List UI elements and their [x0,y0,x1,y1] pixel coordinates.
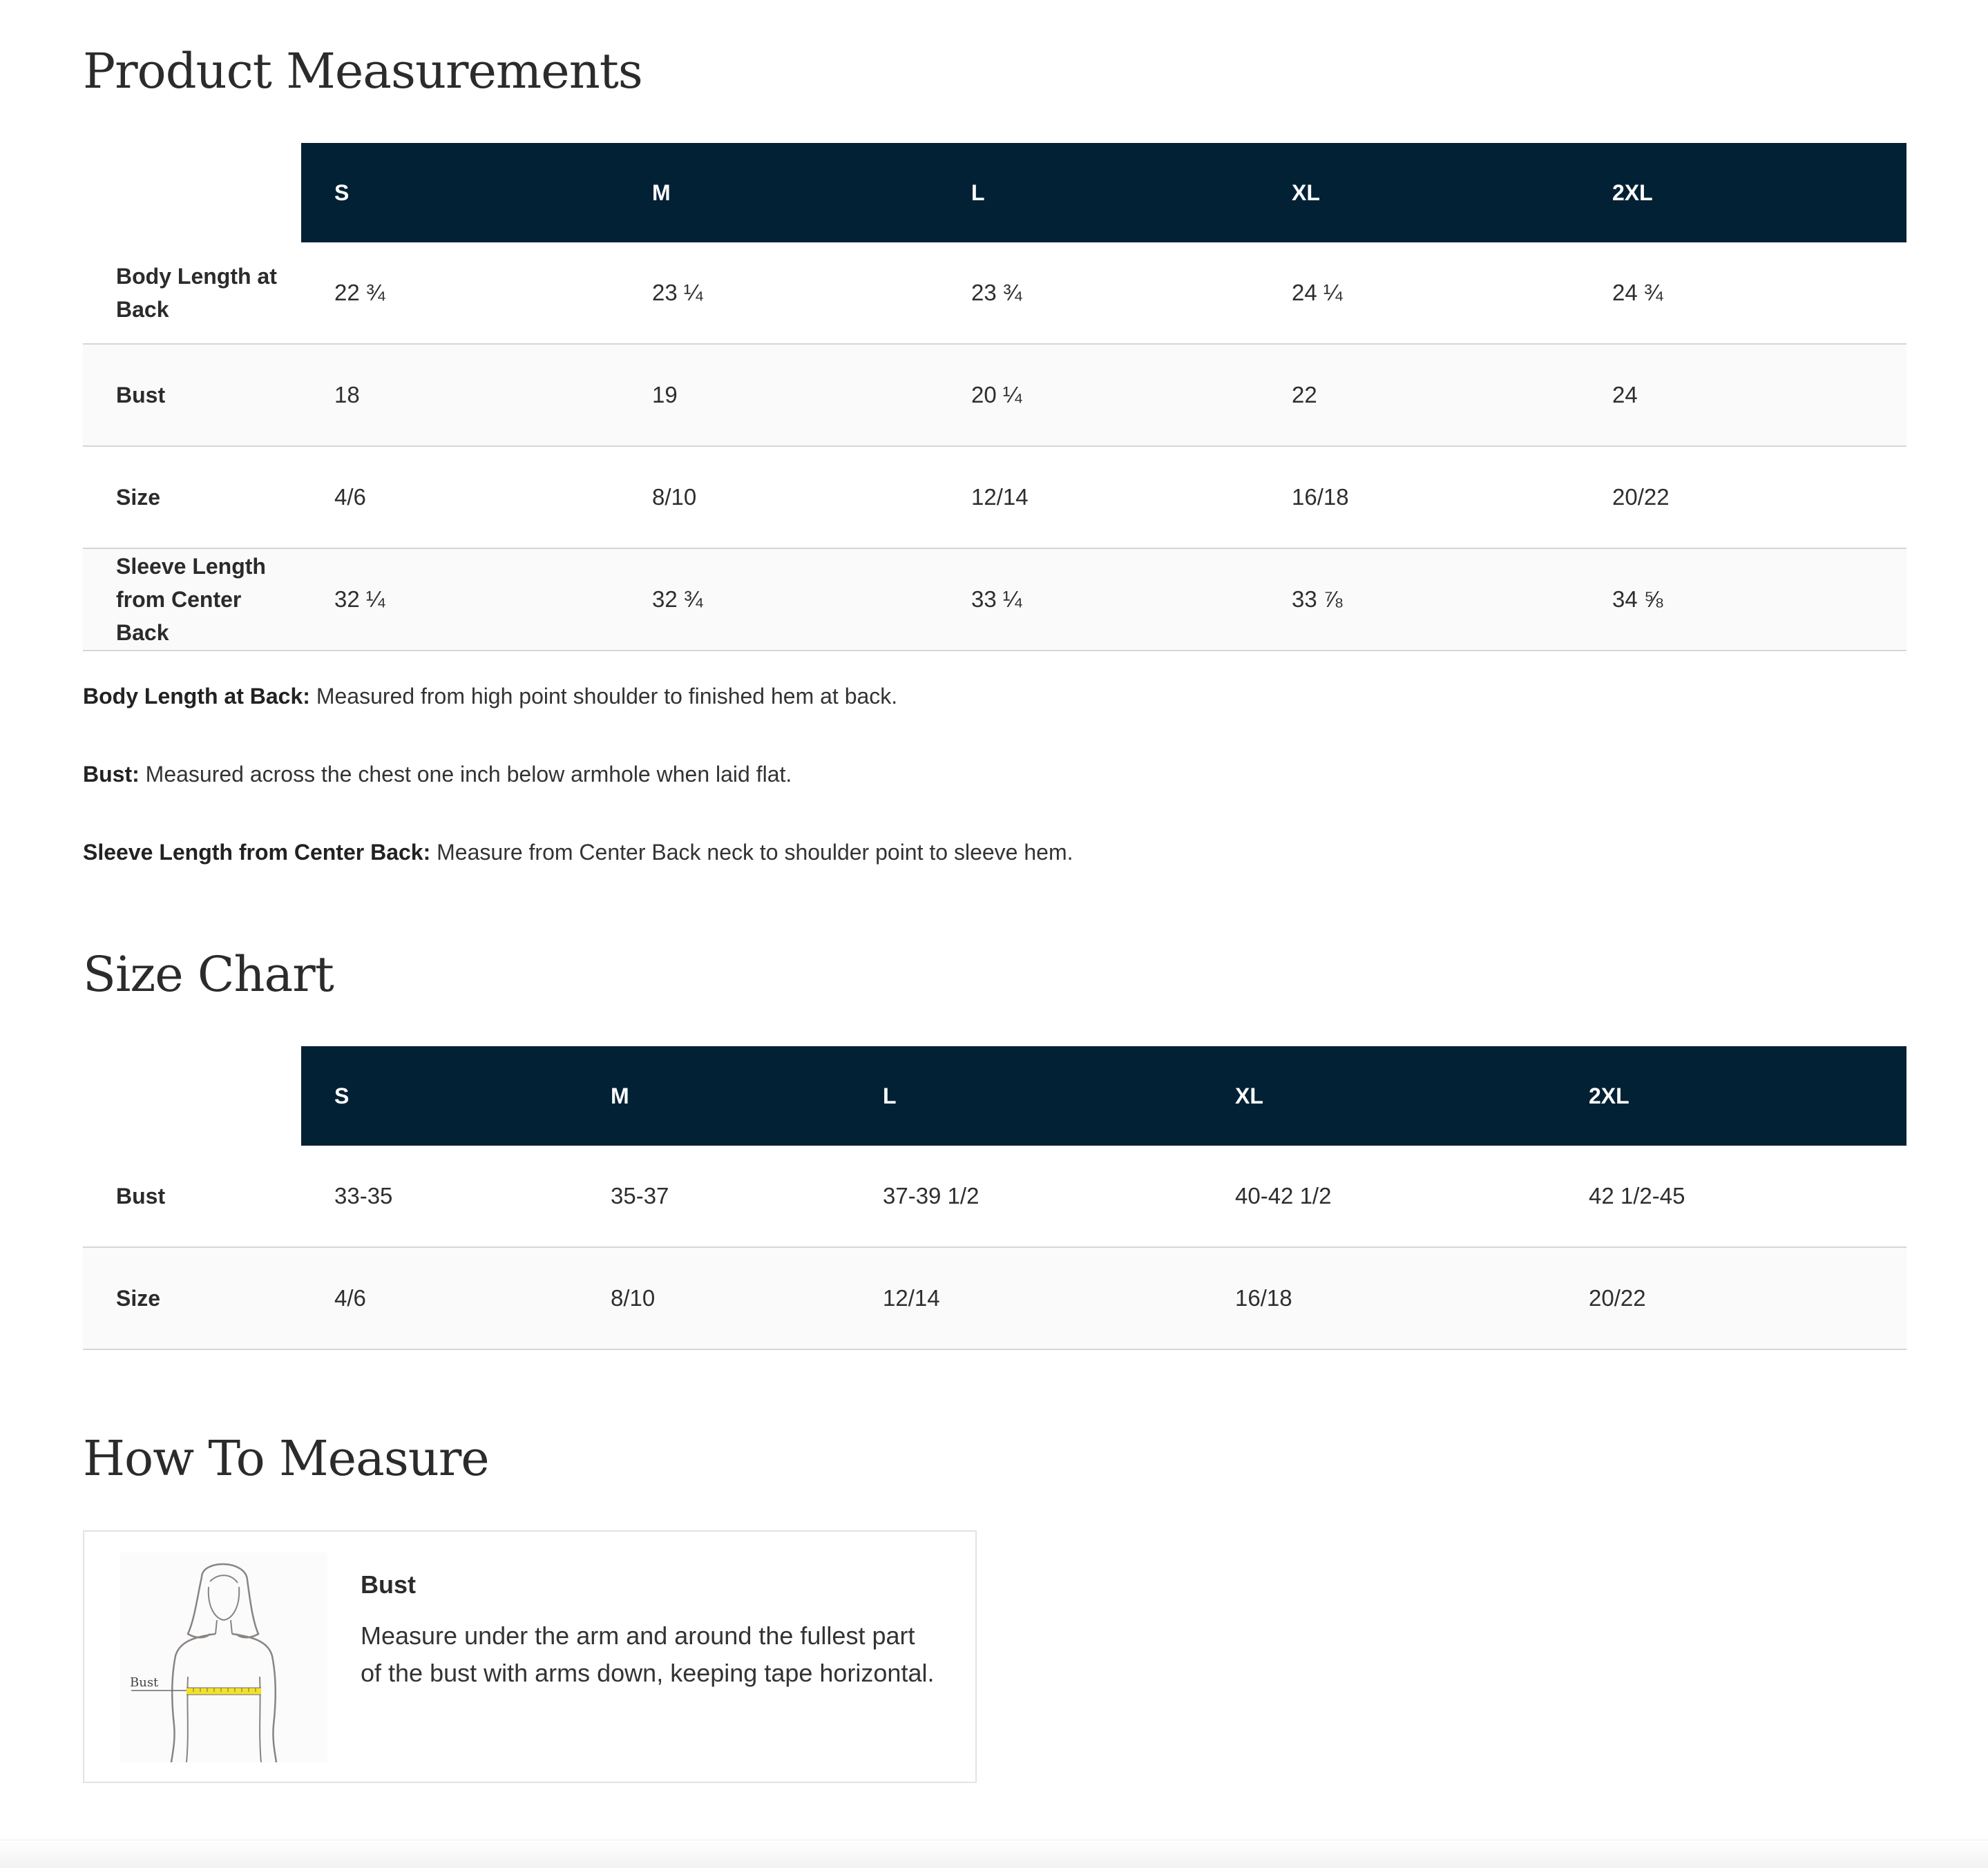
table-cell: 32 ¼ [301,548,619,651]
header-corner [83,1046,301,1146]
note-text: Measured across the chest one inch below armhole when laid flat. [139,762,792,787]
table-cell: 24 ¼ [1259,242,1579,344]
bottom-fade [0,1840,1988,1868]
table-cell: 16/18 [1259,446,1579,548]
header-size-m: M [577,1046,850,1146]
row-label: Sleeve Length from Center Back [83,548,301,651]
table-row [83,242,1906,344]
measure-heading: Bust [361,1570,416,1599]
note-body-length [83,682,1906,710]
table-cell: 37-39 1/2 [850,1146,1202,1247]
table-cell: 24 [1579,344,1906,446]
header-size-xl: XL [1202,1046,1556,1146]
note-term: Body Length at Back: [83,684,310,709]
row-label: Bust [83,344,301,446]
header-size-l: L [938,143,1259,242]
table-cell: 18 [301,344,619,446]
header-size-m: M [619,143,938,242]
table-row [83,1146,1906,1247]
note-text: Measure from Center Back neck to shoulder point to sleeve hem. [430,840,1073,865]
table-cell: 32 ¾ [619,548,938,651]
measure-card-bust [83,1530,977,1783]
table-cell: 12/14 [938,446,1259,548]
note-text: Measured from high point shoulder to finished hem at back. [309,684,898,709]
table-cell: 20 ¼ [938,344,1259,446]
table-cell: 4/6 [301,1247,577,1349]
table-cell: 22 ¾ [301,242,619,344]
table-cell: 40-42 1/2 [1202,1146,1556,1247]
table-header-row [83,1046,1906,1146]
header-size-s: S [301,1046,577,1146]
table-cell: 20/22 [1579,446,1906,548]
table-cell: 19 [619,344,938,446]
table-cell: 4/6 [301,446,619,548]
product-measurements-title: Product Measurements [83,43,642,99]
row-label: Size [83,1247,301,1349]
header-size-xl: XL [1259,143,1579,242]
table-cell: 34 ⅝ [1579,548,1906,651]
table-cell: 35-37 [577,1146,850,1247]
table-cell: 33 ⅞ [1259,548,1579,651]
note-bust [83,760,1906,788]
header-corner [83,143,301,242]
table-row [83,548,1906,651]
table-cell: 12/14 [850,1247,1202,1349]
note-sleeve-length [83,838,1906,866]
table-cell: 22 [1259,344,1579,446]
table-cell: 33-35 [301,1146,577,1247]
table-row [83,1247,1906,1349]
table-row [83,446,1906,548]
table-cell: 8/10 [619,446,938,548]
measurement-notes [83,682,1906,916]
header-size-2xl: 2XL [1579,143,1906,242]
note-term: Bust: [83,762,140,787]
table-header-row [83,143,1906,242]
measure-description: Measure under the arm and around the fullest part of the bust with arms down, keeping tape horizontal. [361,1621,935,1687]
header-size-2xl: 2XL [1556,1046,1906,1146]
table-cell: 24 ¾ [1579,242,1906,344]
bust-measure-illustration [120,1552,327,1762]
table-cell: 23 ¼ [619,242,938,344]
table-cell: 23 ¾ [938,242,1259,344]
table-row [83,344,1906,446]
how-to-measure-title: How To Measure [83,1430,489,1487]
header-size-s: S [301,143,619,242]
table-cell: 33 ¼ [938,548,1259,651]
header-size-l: L [850,1046,1202,1146]
table-cell: 20/22 [1556,1247,1906,1349]
table-cell: 8/10 [577,1247,850,1349]
size-chart-title: Size Chart [83,946,334,1003]
table-cell: 42 1/2-45 [1556,1146,1906,1247]
table-cell: 16/18 [1202,1247,1556,1349]
note-term: Sleeve Length from Center Back: [83,840,431,865]
row-label: Size [83,446,301,548]
product-measurements-table [83,143,1906,651]
row-label: Body Length at Back [83,242,301,344]
illustration-label: Bust [130,1675,159,1690]
size-chart-table [83,1046,1906,1350]
row-label: Bust [83,1146,301,1247]
